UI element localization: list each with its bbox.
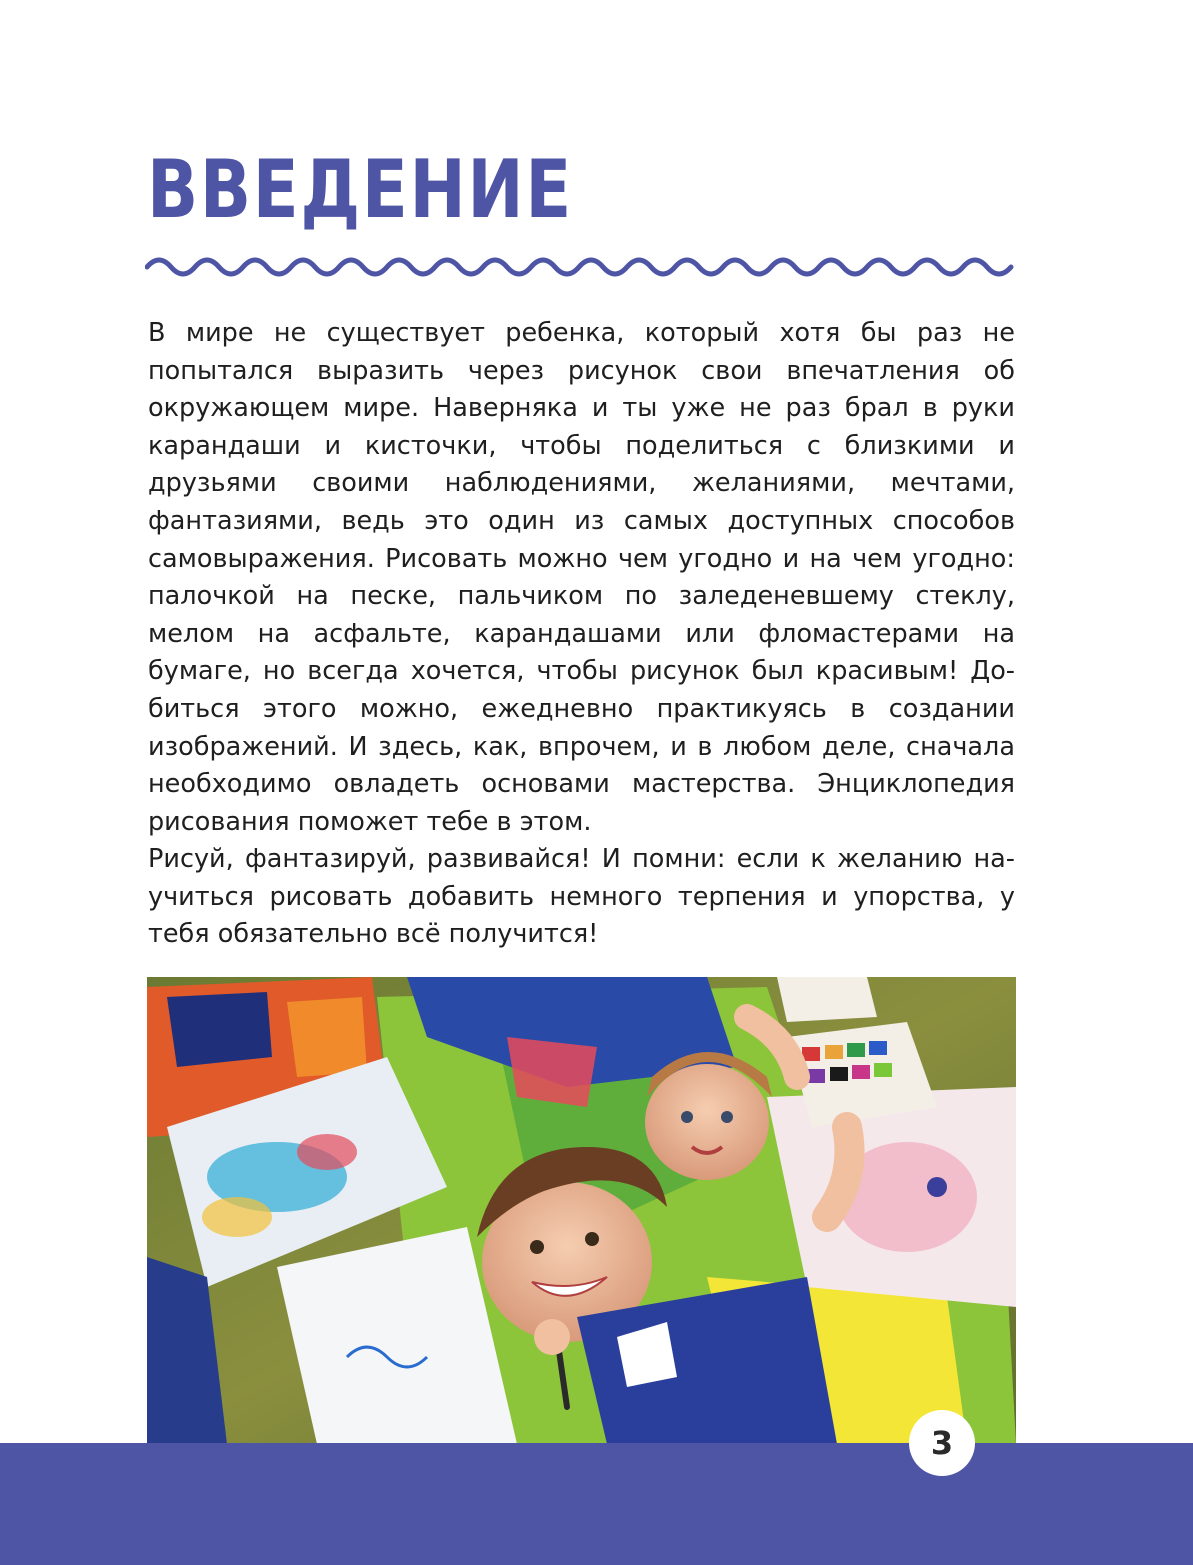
page-number-badge: [909, 1410, 975, 1476]
page-number: 3: [930, 1424, 954, 1462]
closing-paragraph: Рисуй, фантазируй, развивайся! И помни: если к желанию научиться рисовать добавить немного терпения и упорства, у тебя обязательно всё получится!: [148, 844, 1015, 950]
intro-paragraph: В мире не существует ребенка, который хотя бы раз не попытался выразить через рисунок свои впечатления об окружающем мире. Наверняка и ты уже не раз брал в руки карандаши и кисточки, чтобы поделиться с близкими и друзьями своими наблюдениями, желаниями, мечтами, фантазиями, ведь это один из самых доступных способов самовыражения. Рисовать можно чем угодно и на чем угодно: палочкой на песке, пальчиком по заледеневшему стеклу, мелом на асфальте, карандашами или фломастерами на бумаге, но всегда хочется, чтобы рисунок был красивым! Добиться этого можно, ежедневно практикуясь в создании изображений. И здесь, как, впрочем, и в любом деле, сначала необходимо овладеть основами мастерства. Энциклопедия рисования поможет тебе в этом.: [148, 318, 1015, 837]
wavy-divider: [145, 252, 1019, 282]
footer-bar: [0, 1443, 1193, 1565]
children-painting-photo: [147, 977, 1016, 1444]
page-title: ВВЕДЕНИЕ: [147, 143, 573, 236]
